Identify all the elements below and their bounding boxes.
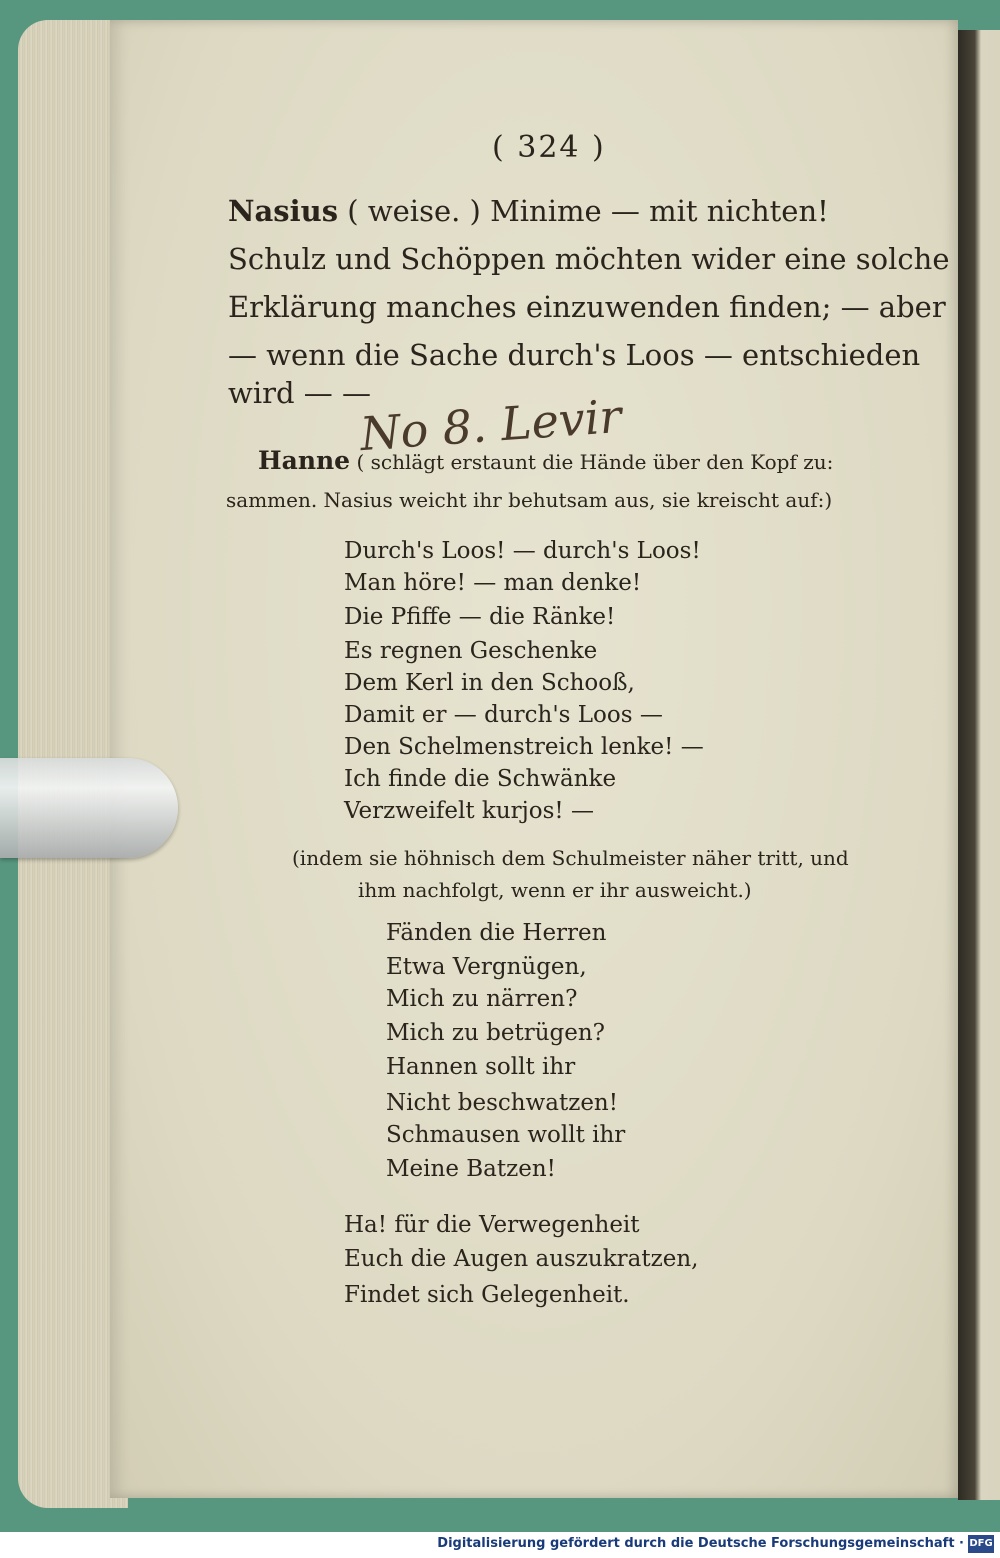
text-line-2: Schulz und Schöppen möchten wider eine solche bbox=[228, 242, 950, 276]
verse3-line-1: Ha! für die Verwegenheit bbox=[344, 1212, 640, 1238]
verse2-line-3: Mich zu närren? bbox=[386, 986, 578, 1012]
page-holder-clip bbox=[0, 758, 178, 858]
stage-direction-2b: ihm nachfolgt, wenn er ihr ausweicht.) bbox=[358, 878, 752, 902]
speaker-hanne: Hanne bbox=[258, 446, 351, 475]
facing-page-edge bbox=[958, 30, 1000, 1500]
dfg-logo: DFG bbox=[968, 1535, 994, 1553]
stage-direction-2a: (indem sie höhnisch dem Schulmeister näher tritt, und bbox=[292, 846, 849, 870]
verse2-line-5: Hannen sollt ihr bbox=[386, 1054, 576, 1080]
text-line-1 bbox=[228, 194, 829, 228]
verse2-line-8: Meine Batzen! bbox=[386, 1156, 556, 1182]
verse2-line-6: Nicht beschwatzen! bbox=[386, 1090, 618, 1116]
page-number: ( 324 ) bbox=[492, 130, 606, 165]
verse1-line-3: Die Pfiffe — die Ränke! bbox=[344, 604, 616, 630]
verse2-line-1: Fänden die Herren bbox=[386, 920, 607, 946]
stage-direction-1a bbox=[258, 446, 833, 475]
handwritten-annotation: No 8. Levir bbox=[358, 388, 624, 462]
verse3-line-2: Euch die Augen auszukratzen, bbox=[344, 1246, 699, 1272]
verse1-line-5: Dem Kerl in den Schooß, bbox=[344, 670, 635, 696]
stage-1a-text: ( schlägt erstaunt die Hände über den Kopf zu: bbox=[356, 450, 834, 474]
text-line-3: Erklärung manches einzuwenden finden; — aber bbox=[228, 290, 946, 324]
verse2-line-4: Mich zu betrügen? bbox=[386, 1020, 606, 1046]
footer-credit: Digitalisierung gefördert durch die Deutsche Forschungsgemeinschaft · bbox=[437, 1536, 964, 1551]
verse1-line-9: Verzweifelt kurjos! — bbox=[344, 798, 594, 824]
verse2-line-7: Schmausen wollt ihr bbox=[386, 1122, 626, 1148]
verse1-line-8: Ich finde die Schwänke bbox=[344, 766, 617, 792]
line-1-rest: ( weise. ) Minime — mit nichten! bbox=[347, 194, 829, 228]
stage-direction-1b: sammen. Nasius weicht ihr behutsam aus, sie kreischt auf:) bbox=[226, 488, 833, 512]
verse2-line-2: Etwa Vergnügen, bbox=[386, 954, 587, 980]
verse1-line-1: Durch's Loos! — durch's Loos! bbox=[344, 538, 701, 564]
speaker-nasius: Nasius bbox=[228, 194, 339, 228]
verse1-line-2: Man höre! — man denke! bbox=[344, 570, 642, 596]
verse1-line-6: Damit er — durch's Loos — bbox=[344, 702, 663, 728]
verse1-line-7: Den Schelmenstreich lenke! — bbox=[344, 734, 704, 760]
verse3-line-3: Findet sich Gelegenheit. bbox=[344, 1282, 630, 1308]
text-line-4: — wenn die Sache durch's Loos — entschieden bbox=[228, 338, 921, 372]
text-line-5: wird — — bbox=[228, 376, 371, 410]
verse1-line-4: Es regnen Geschenke bbox=[344, 638, 598, 664]
